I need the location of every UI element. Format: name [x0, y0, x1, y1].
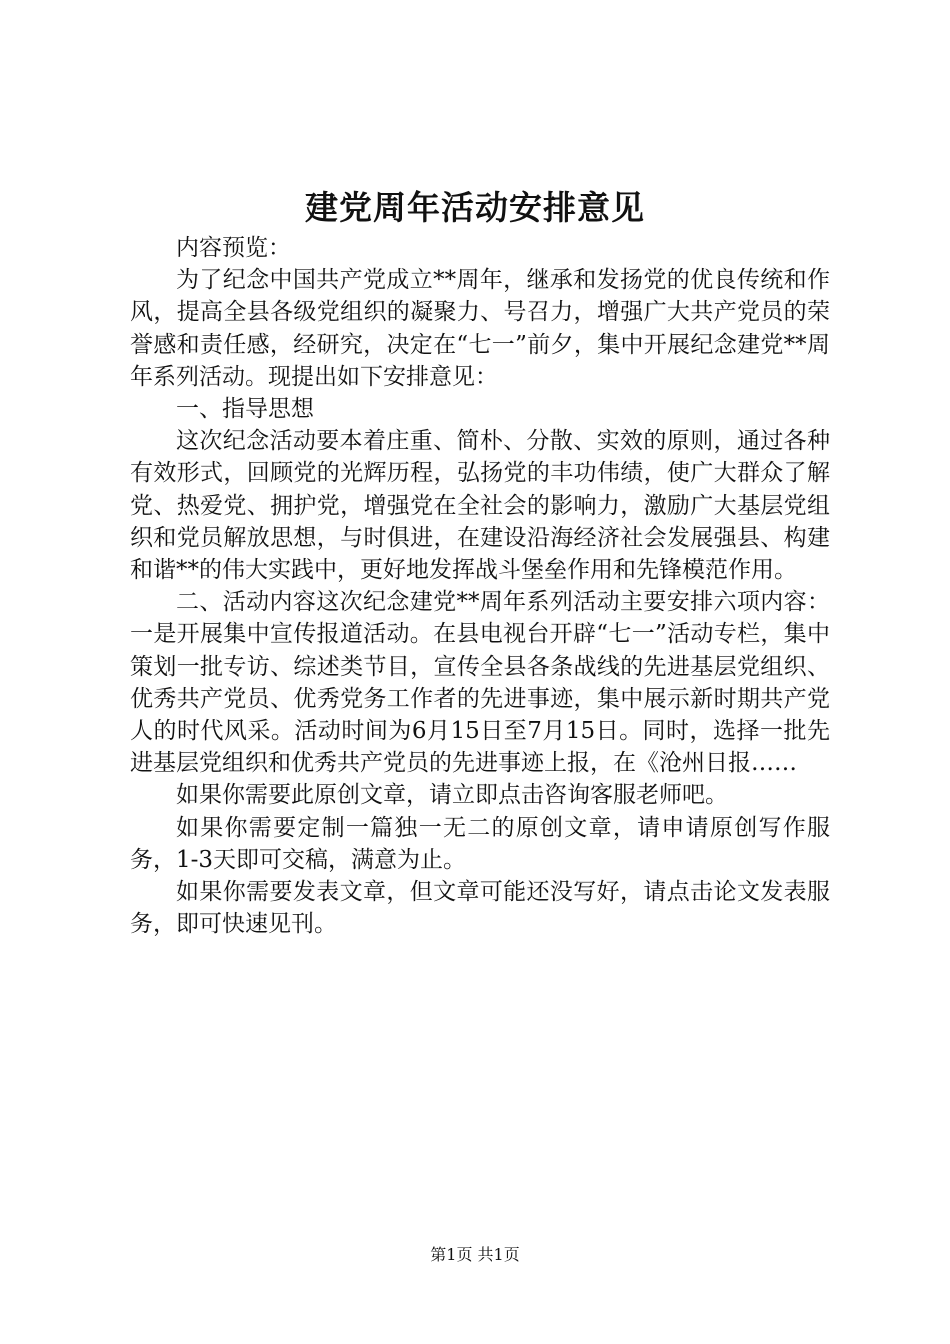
guiding-ideology-paragraph: 这次纪念活动要本着庄重、简朴、分散、实效的原则，通过各种有效形式，回顾党的光辉历程，弘扬党的丰功伟绩，使广大群众了解党、热爱党、拥护党，增强党在全社会的影响力，激励广大基层党组织和党员解放思想，与时俱进，在建设沿海经济社会发展强县、构建和谐**的伟大实践中，更好地发挥战斗堡垒作用和先锋模范作用。 — [130, 428, 830, 584]
document-title: 建党周年活动安排意见 — [305, 188, 645, 227]
consult-service-paragraph: 如果你需要此原创文章，请立即点击咨询客服老师吧。 — [176, 782, 728, 809]
publish-service-paragraph: 如果你需要发表文章，但文章可能还没写好，请点击论文发表服务，即可快速见刊。 — [130, 879, 830, 938]
section-heading-guiding-ideology: 一、指导思想 — [176, 396, 314, 423]
document-body — [130, 232, 830, 940]
activity-content-paragraph: 二、活动内容这次纪念建党**周年系列活动主要安排六项内容：一是开展集中宣传报道活动。在县电视台开辟“七一”活动专栏，集中策划一批专访、综述类节目，宣传全县各条战线的先进基层党组织、优秀共产党员、优秀党务工作者的先进事迹，集中展示新时期共产党人的时代风采。活动时间为6月15日至7月15日。同时，选择一批先进基层党组织和优秀共产党员的先进事迹上报，在《沧州日报…… — [130, 589, 830, 777]
page-number: 第1页 共1页 — [430, 1245, 520, 1264]
preview-label: 内容预览： — [176, 235, 291, 261]
intro-paragraph: 为了纪念中国共产党成立**周年，继承和发扬党的优良传统和作风，提高全县各级党组织的凝聚力、号召力，增强广大共产党员的荣誉感和责任感，经研究，决定在“七一”前夕，集中开展纪念建党**周年系列活动。现提出如下安排意见： — [130, 267, 830, 390]
custom-writing-paragraph: 如果你需要定制一篇独一无二的原创文章，请申请原创写作服务，1-3天即可交稿，满意为止。 — [130, 814, 830, 873]
